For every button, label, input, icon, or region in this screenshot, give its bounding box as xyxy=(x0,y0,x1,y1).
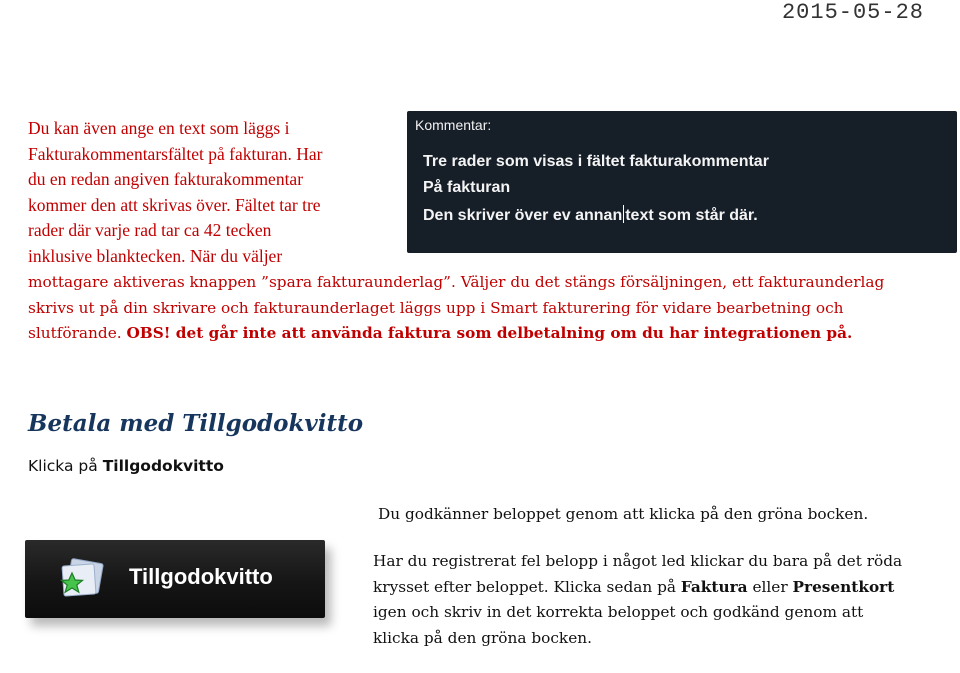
obs-warning: OBS! det går inte att använda faktura som delbetalning om du har integrationen på. xyxy=(126,324,853,342)
comment-line-3-start: Den skriver över ev annan xyxy=(423,207,623,224)
instruction-prefix: Klicka på xyxy=(28,457,103,475)
comment-line-1: Tre rader som visas i fältet fakturakommentar xyxy=(423,153,769,170)
comment-line-2: På fakturan xyxy=(423,179,511,196)
intro-line: kommer den att skrivas över. Fältet tar tre xyxy=(28,194,321,215)
correction-line: klicka på den gröna bocken. xyxy=(373,628,592,647)
tillgodokvitto-label: Tillgodokvitto xyxy=(129,564,273,589)
correction-line: igen och skriv in det korrekta beloppet och godkänd genom att xyxy=(373,603,864,621)
instruction-target: Tillgodokvitto xyxy=(102,457,224,475)
intro-line: Du kan även ange en text som läggs i xyxy=(28,118,290,138)
paragraph-line: mottagare aktiveras knappen ”spara fakturaunderlag”. Väljer du det stängs försäljningen, ett fakturaunderlag xyxy=(28,273,885,291)
correction-line xyxy=(373,575,943,601)
comment-label: Kommentar: xyxy=(415,117,492,133)
voucher-icon xyxy=(55,557,105,601)
accept-instruction: Du godkänner beloppet genom att klicka på den gröna bocken. xyxy=(378,505,869,523)
intro-line: du en redan angiven fakturakommentar xyxy=(28,169,304,189)
correction-line-2-mid: eller xyxy=(747,577,793,596)
paragraph-line xyxy=(28,321,938,347)
instruction-text xyxy=(28,457,224,475)
invoice-paragraph xyxy=(28,270,938,347)
comment-field-screenshot xyxy=(407,111,957,253)
intro-line: Fakturakommentarsfältet på fakturan. Har xyxy=(28,143,323,164)
intro-line: rader där varje rad tar ca 42 tecken xyxy=(28,220,272,240)
correction-line: Har du registrerat fel belopp i något led klickar du bara på det röda xyxy=(373,552,903,570)
document-date: 2015-05-28 xyxy=(781,0,924,25)
intro-line: inklusive blanktecken. När du väljer xyxy=(28,245,283,266)
presentkort-term: Presentkort xyxy=(792,577,895,596)
section-heading: Betala med Tillgodokvitto xyxy=(28,410,364,437)
paragraph-line: skrivs ut på din skrivare och fakturaunderlaget läggs upp i Smart fakturering för vidare bearbetning och xyxy=(28,298,844,317)
intro-text xyxy=(28,116,418,269)
comment-line-3-end: text som står där. xyxy=(625,207,758,224)
paragraph-line-3-normal: slutförande. xyxy=(28,324,127,342)
tillgodokvitto-button[interactable] xyxy=(25,540,325,618)
correction-instruction xyxy=(373,549,943,651)
faktura-term: Faktura xyxy=(680,577,748,596)
correction-line-2-prefix: krysset efter beloppet. Klicka sedan på xyxy=(373,577,681,596)
comment-line-3 xyxy=(423,205,758,225)
